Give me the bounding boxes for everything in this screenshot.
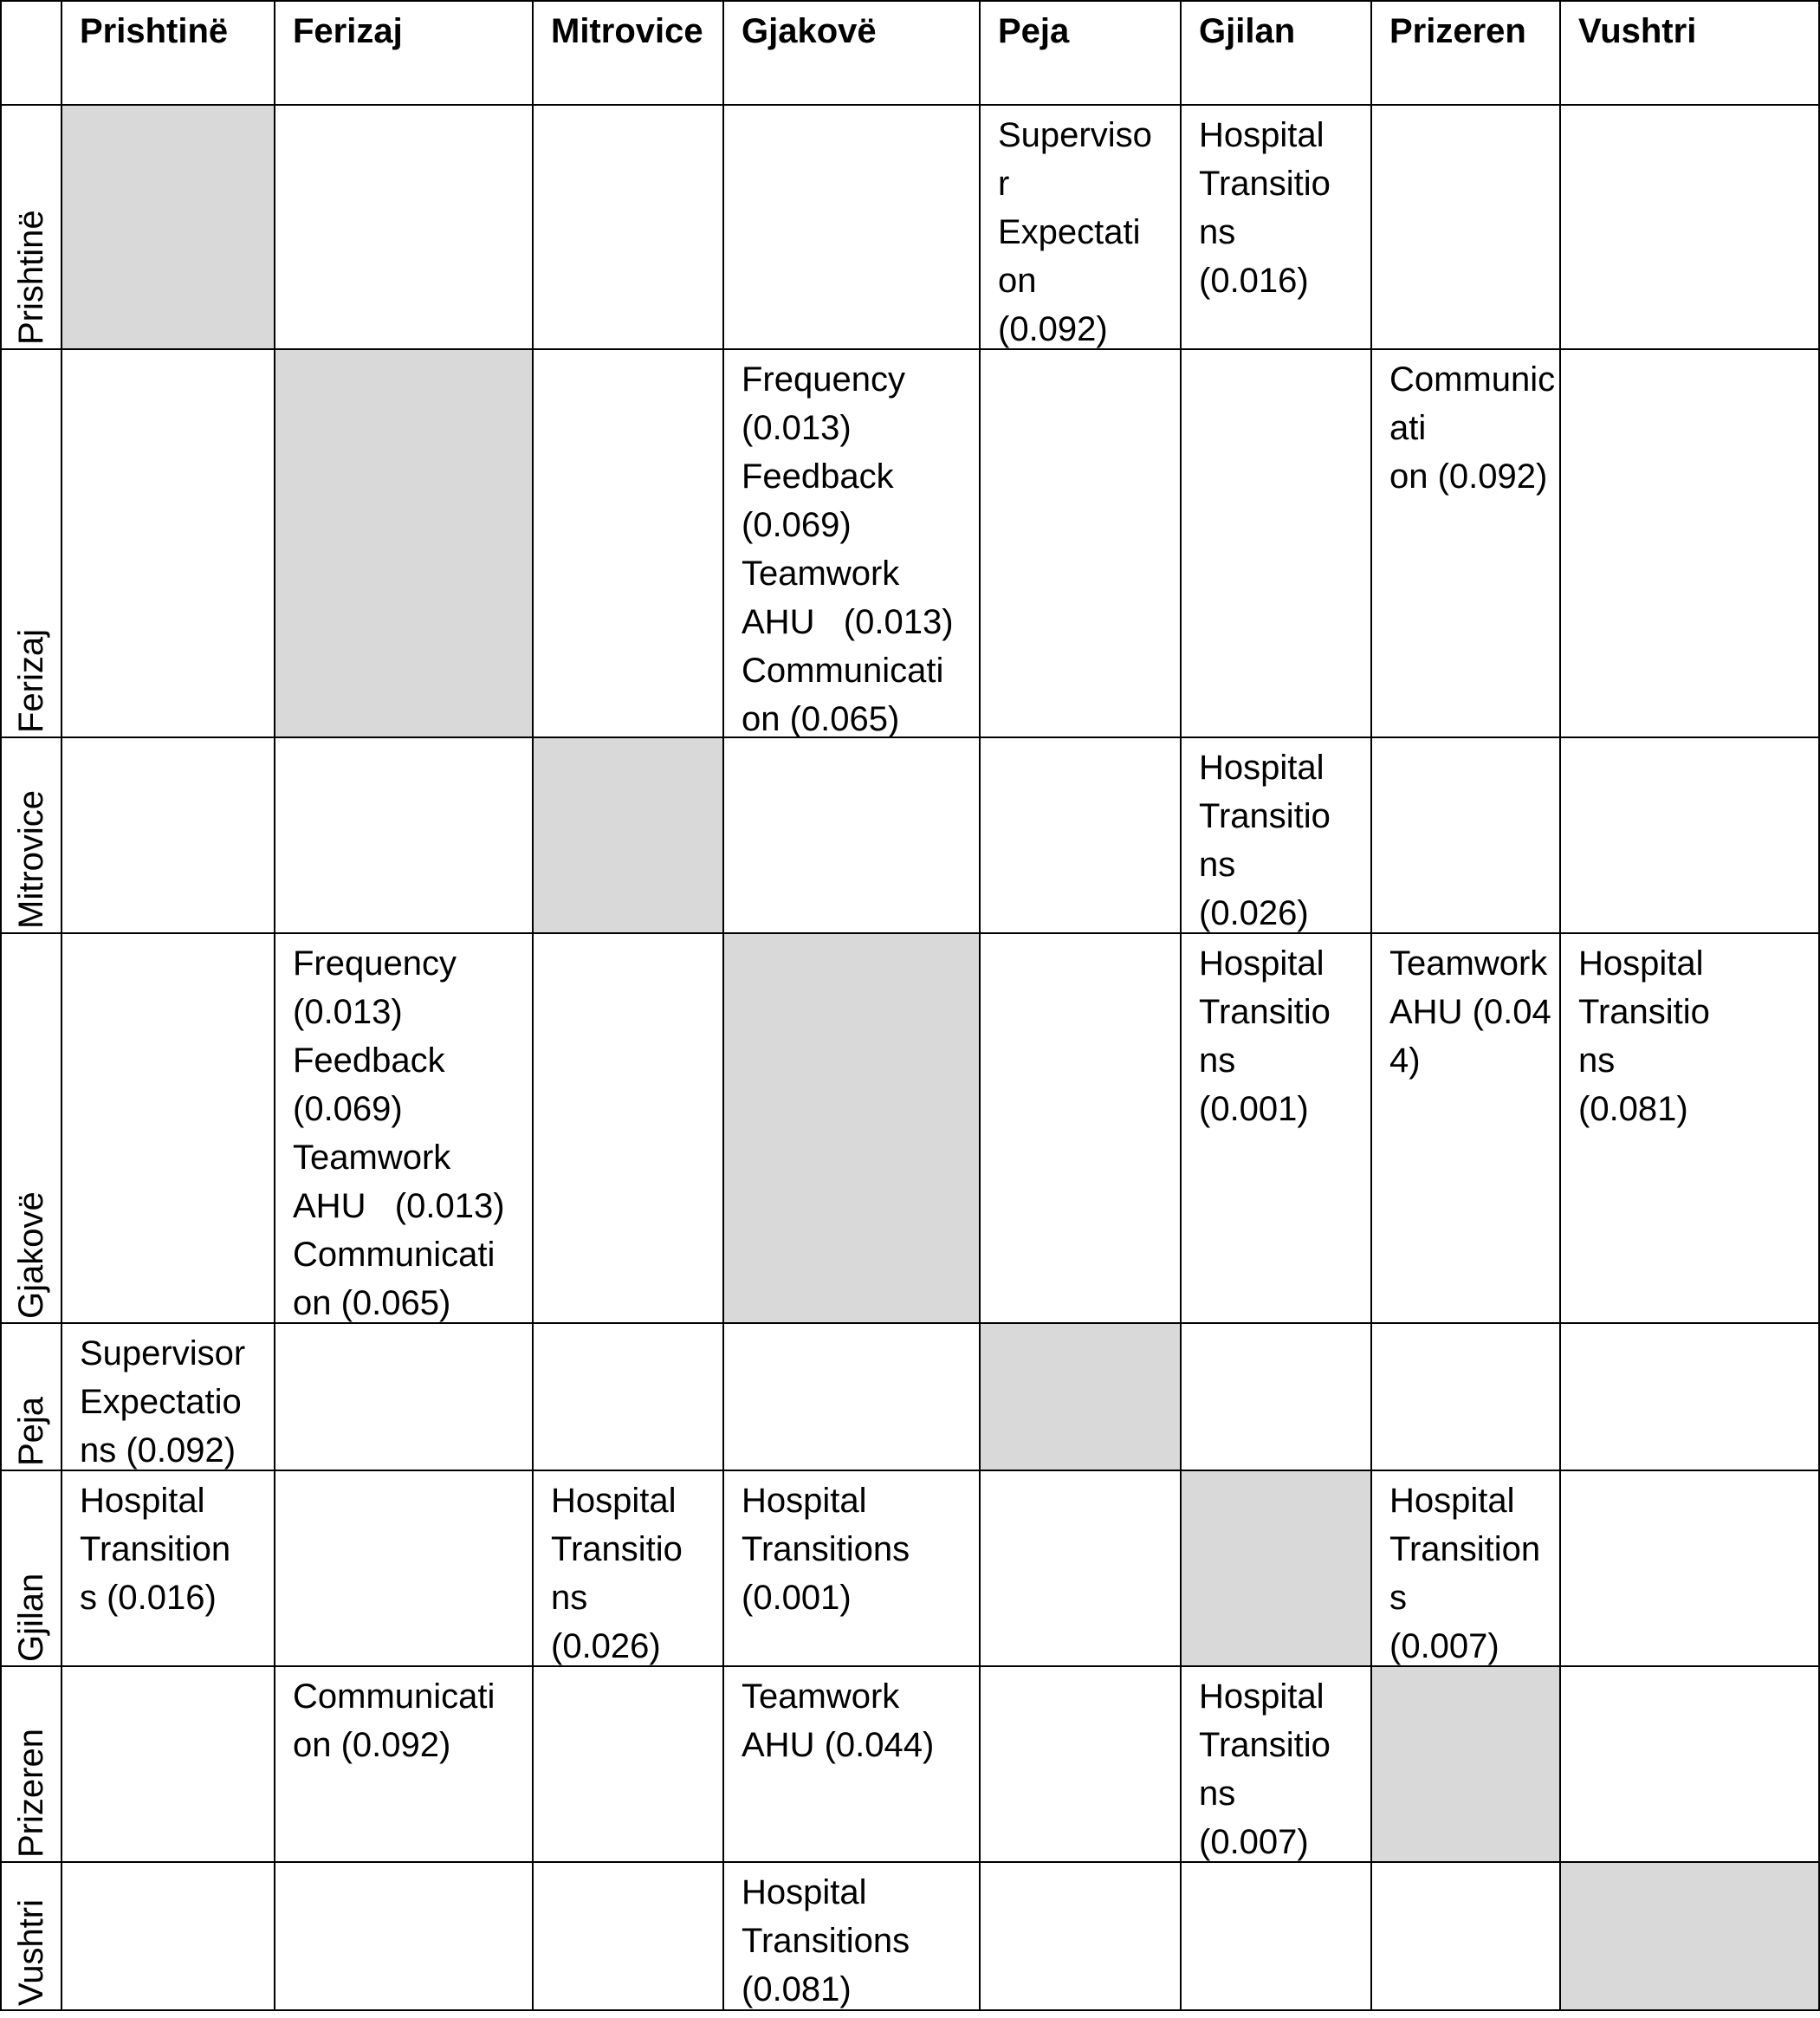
matrix-cell (1389, 355, 1556, 501)
row-header: Ferizaj (12, 628, 50, 733)
matrix-cell (1199, 111, 1367, 305)
matrix-cell (742, 1868, 975, 2014)
cell-text-line: Hospital (1199, 116, 1325, 154)
cell-text-line: Hospital (742, 1482, 867, 1520)
cell-text-line: Teamwork (742, 1677, 900, 1716)
row-header: Gjilan (12, 1573, 50, 1662)
table-grid-line-vertical (722, 0, 724, 2011)
cell-text-line: on (0.092) (1389, 457, 1548, 496)
diagonal-shaded-cell (1372, 1667, 1559, 1861)
cell-text-line: AHU (0.013) (742, 603, 954, 641)
cell-text-line: Transitio (1199, 993, 1331, 1031)
cell-text-line: (0.069) (742, 506, 852, 544)
cell-text-line: ns (1199, 1775, 1236, 1813)
cell-text-line: Transitions (1389, 1530, 1541, 1617)
cell-text-line: Frequency (293, 944, 457, 983)
cell-text-line: Superviso (998, 116, 1152, 154)
cell-text-line: (0.007) (1389, 1627, 1499, 1665)
cell-text-line: Teamwork (293, 1139, 451, 1177)
cell-text-line: Teamwork (742, 555, 900, 593)
cell-text-line: (0.069) (293, 1090, 403, 1128)
cell-text-line: Teamwork (1389, 944, 1548, 983)
cell-text-line: (0.001) (1199, 1090, 1309, 1128)
row-header: Prishtinë (12, 210, 50, 345)
diagonal-shaded-cell (1561, 1863, 1818, 2009)
matrix-cell (1389, 939, 1556, 1085)
cell-text-line: Communicati (742, 652, 944, 690)
cell-text-line: Communicati (293, 1677, 495, 1716)
matrix-cell (742, 1476, 975, 1622)
cell-text-line: Transitio (1199, 797, 1331, 835)
column-header: Prizeren (1389, 12, 1526, 50)
cell-text-line: (0.081) (1578, 1090, 1688, 1128)
cell-text-line: s (0.016) (80, 1579, 217, 1617)
matrix-cell (742, 355, 975, 743)
cell-text-line: Hospital (742, 1873, 867, 1911)
cell-text-line: Transitio (1578, 993, 1710, 1031)
cell-text-line: Communicati (293, 1236, 495, 1274)
table-grid-line-horizontal (0, 104, 1820, 106)
matrix-cell (1389, 1476, 1556, 1671)
cell-text-line: on (0.092) (293, 1726, 451, 1764)
matrix-cell (1199, 939, 1367, 1133)
cell-text-line: Transitio (1199, 1726, 1331, 1764)
column-header: Peja (998, 12, 1070, 50)
cell-text-line: Transitions (742, 1530, 910, 1568)
cell-text-line: Transitions (742, 1922, 910, 1960)
cell-text-line: Transition (80, 1530, 231, 1568)
table-grid-line-vertical (1180, 0, 1182, 2011)
cell-text-line: ns (1199, 846, 1236, 884)
table-grid-line-vertical (0, 0, 2, 2011)
matrix-cell (80, 1476, 270, 1622)
cell-text-line: (0.001) (742, 1579, 852, 1617)
cell-text-line: AHU (0.013) (293, 1187, 505, 1225)
diagonal-shaded-cell (534, 738, 722, 932)
cell-text-line: Frequency (742, 360, 905, 399)
column-header: Mitrovice (551, 12, 703, 50)
cell-text-line: ns (1578, 1041, 1616, 1080)
diagonal-shaded-cell (275, 350, 532, 736)
column-header: Ferizaj (293, 12, 403, 50)
cell-text-line: on (0.065) (293, 1284, 451, 1322)
cell-text-line: Transitio (1199, 165, 1331, 203)
cell-text-line: Hospital (1199, 749, 1325, 787)
diagonal-shaded-cell (724, 934, 979, 1322)
diagonal-shaded-cell (1182, 1471, 1370, 1665)
cell-text-line: ns (1199, 1041, 1236, 1080)
cell-text-line: Hospital (1199, 944, 1325, 983)
cell-text-line: (0.081) (742, 1970, 852, 2008)
cell-text-line: Expectati (998, 213, 1141, 251)
cell-text-line: Hospital (80, 1482, 205, 1520)
diagonal-shaded-cell (981, 1324, 1180, 1470)
table-grid-line-vertical (1559, 0, 1561, 2011)
table-grid-line-vertical (1370, 0, 1372, 2011)
column-header: Vushtri (1578, 12, 1697, 50)
table-grid-line-horizontal (0, 932, 1820, 934)
row-header: Peja (12, 1396, 50, 1466)
cell-text-line: Hospital (551, 1482, 677, 1520)
cell-text-line: AHU (0.044) (742, 1726, 935, 1764)
cell-text-line: Hospital (1199, 1677, 1325, 1716)
column-header: Gjakovë (742, 12, 877, 50)
cell-text-line: on (998, 262, 1037, 300)
cell-text-line: Feedback (742, 457, 894, 496)
cell-text-line: (0.016) (1199, 262, 1309, 300)
cell-text-line: Communicati (1389, 360, 1556, 447)
row-header: Vushtri (12, 1898, 50, 2006)
cell-text-line: (0.013) (742, 409, 852, 447)
cell-text-line: (0.026) (1199, 894, 1309, 932)
cell-text-line: Hospital (1578, 944, 1704, 983)
matrix-cell (1199, 1672, 1367, 1866)
matrix-cell (551, 1476, 719, 1671)
cell-text-line: r (998, 165, 1010, 203)
cell-text-line: Feedback (293, 1041, 445, 1080)
cell-text-line: Hospital (1389, 1482, 1515, 1520)
matrix-cell (80, 1329, 270, 1475)
matrix-cell (293, 939, 528, 1327)
cell-text-line: ns (551, 1579, 588, 1617)
diagonal-shaded-cell (62, 106, 274, 348)
cell-text-line: ns (1199, 213, 1236, 251)
cell-text-line: (0.092) (998, 310, 1108, 348)
table-grid-line-vertical (532, 0, 534, 2011)
matrix-cell (293, 1672, 528, 1769)
table-grid-line-horizontal (0, 1470, 1820, 1471)
table-grid-line-vertical (274, 0, 275, 2011)
table-grid-line-vertical (61, 0, 62, 2011)
table-grid-line-horizontal (0, 1861, 1820, 1863)
cell-text-line: on (0.065) (742, 700, 900, 738)
row-header: Mitrovice (12, 789, 50, 929)
table-grid-line-horizontal (0, 1322, 1820, 1324)
cell-text-line: Supervisor (80, 1334, 246, 1372)
row-header: Gjakovë (12, 1191, 50, 1319)
cell-text-line: AHU (0.044) (1389, 993, 1551, 1080)
cell-text-line: Expectatio (80, 1383, 242, 1421)
matrix-cell (1199, 743, 1367, 938)
column-header: Prishtinë (80, 12, 229, 50)
column-header: Gjilan (1199, 12, 1296, 50)
matrix-cell (998, 111, 1176, 354)
matrix-cell (1578, 939, 1815, 1133)
row-header: Prizeren (12, 1729, 50, 1858)
table-grid-line-vertical (979, 0, 981, 2011)
table-grid-line-horizontal (0, 348, 1820, 350)
cell-text-line: (0.007) (1199, 1823, 1309, 1861)
table-grid-line-horizontal (0, 0, 1820, 2)
matrix-cell (742, 1672, 975, 1769)
cell-text-line: (0.026) (551, 1627, 661, 1665)
cell-text-line: Transitio (551, 1530, 683, 1568)
cell-text-line: (0.013) (293, 993, 403, 1031)
cell-text-line: ns (0.092) (80, 1431, 236, 1470)
